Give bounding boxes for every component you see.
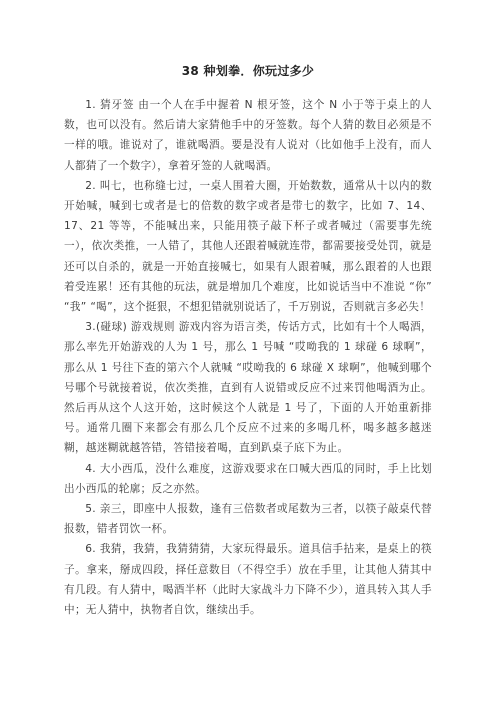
document-title: 38 种划拳．你玩过多少 <box>181 64 315 78</box>
paragraph-kiss-three: 5. 亲三，即座中人报数，逢有三倍数者或尾数为三者，以筷子敲桌代替报数，错者罚饮一杯。 <box>64 503 432 536</box>
paragraph-call-seven: 2. 叫七，也称缝七过，一桌人围着大圈，开始数数，通常从十以内的数开始喊，喊到七或者是七的倍数的数字或者是带七的数字，比如 7、14、17、21 等等，不能喊出来，只能用筷子敲下杯子或者喊过（需要事先统一），依次类推，一人错了，其他人还跟着喊就连带，都需要接受处罚，就是还可以自杀的，就是一开始直接喊七，如果有人跟着喊，那么跟着的人也跟着受连累！还有其他的玩法，就是增加几个难度，比如说话当中不准说 “你” “我” “喝”，这个挺狠，不想犯错就别说话了，千万别说，否则就言多必失！ <box>64 179 432 314</box>
paragraph-bump-ball: 3.(碰球) 游戏规则 游戏内容为语言类，传话方式，比如有十个人喝酒，那么率先开始游戏的人为 1 号，那么 1 号喊 “哎呦我的 1 球碰 6 球啊”，那么从 1 号往下查的第六个人就喊 “哎呦我的 6 球碰 X 球啊”，他喊到哪个号哪个号就接着说，依次类推，直到有人说错或反应不过来罚他喝酒为止。然后再从这个人这开始，这时候这个人就是 1 号了，下面的人开始重新排号。通常几圈下来都会有那么几个反应不过来的多喝几杯，喝多越多越迷糊，越迷糊就越答错，答错接着喝，直到趴桌子底下为止。 <box>64 321 432 455</box>
paragraph-i-guess: 6. 我猜，我猜，我猜猜猜，大家玩得最乐。道具信手拈来，是桌上的筷子。拿来，掰成四段，择任意数目（不得空手）放在手里，让其他人猜其中有几段。有人猜中，喝酒半杯（此时大家战斗力下降不少），道具转入其人手中；无人猜中，执物者自饮，继续出手。 <box>64 543 432 617</box>
paragraph-big-small-watermelon: 4. 大小西瓜，没什么难度，这游戏要求在口喊大西瓜的同时，手上比划出小西瓜的轮廓；反之亦然。 <box>64 462 432 495</box>
paragraph-guess-toothpicks: 1. 猜牙签 由一个人在手中握着 N 根牙签，这个 N 小于等于桌上的人数，也可以没有。然后请大家猜他手中的牙签数。每个人猜的数目必须是不一样的哦。谁说对了，谁就喝酒。要是没有人说对（比如他手上没有，而人人都猜了一个数字），拿着牙签的人就喝酒。 <box>64 99 432 172</box>
